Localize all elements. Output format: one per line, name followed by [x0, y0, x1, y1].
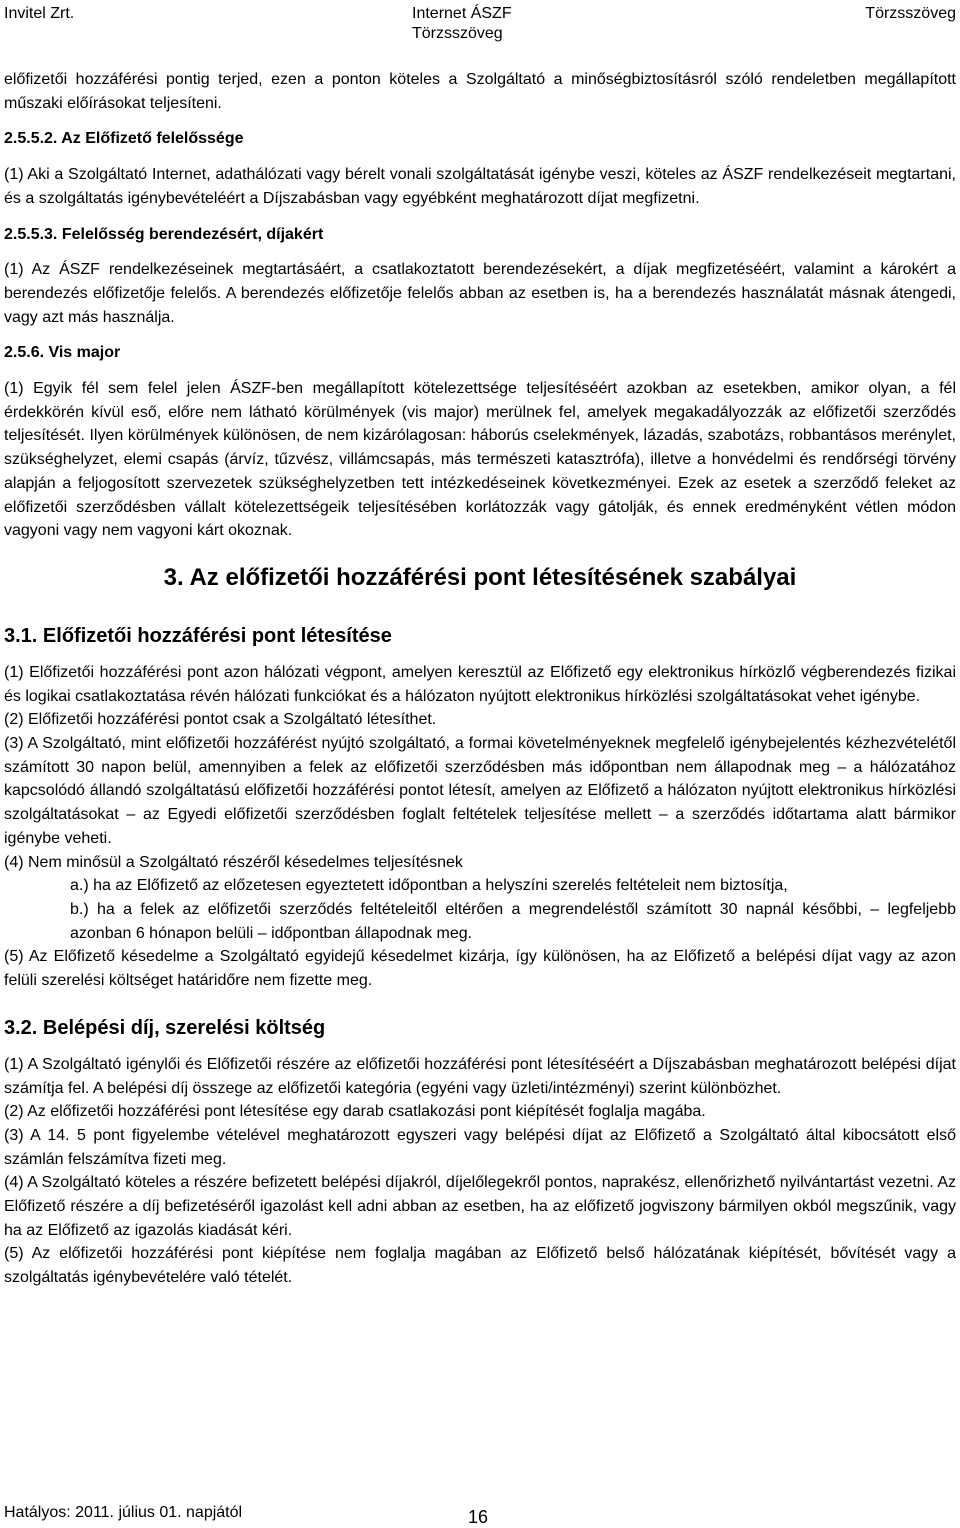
paragraph-intro: előfizetői hozzáférési pontig terjed, ezen a ponton köteles a Szolgáltató a minőségbiztosításról szóló rendeletben megállapított műszaki előírásokat teljesíteni. [4, 71, 956, 112]
document-body [4, 68, 956, 1290]
paragraph-31-4a: a.) ha az Előfizető az előzetesen egyeztetett időpontban a helyszíni szerelés feltételeit nem biztosítja, [70, 877, 788, 895]
paragraph-31-1: (1) Előfizetői hozzáférési pont azon hálózati végpont, amelyen keresztül az Előfizető egy elektronikus hírközlő végberendezés fizikai és logikai csatlakoztatása révén hálózati funkciókat és a hálózaton nyújtott elektronikus hírközlési szolgáltatásokat vehet igénybe. [4, 663, 956, 705]
paragraph-32-2: (2) Az előfizetői hozzáférési pont létesítése egy darab csatlakozási pont kiépítését foglalja magába. [4, 1103, 706, 1121]
header-company: Invitel Zrt. [4, 5, 75, 22]
heading-2553: 2.5.5.3. Felelősség berendezésért, díjakért [4, 225, 324, 243]
page-number: 16 [468, 1507, 489, 1527]
paragraph-32-5: (5) Az előfizetői hozzáférési pont kiépítése nem foglalja magában az Előfizető belső hálózatának kiépítését, bővítését vagy a szolgáltatás igénybevételére való tételét. [4, 1245, 956, 1287]
paragraph-32-1: (1) A Szolgáltató igénylői és Előfizetői részére az előfizetői hozzáférési pont létesítéséért a Díjszabásban meghatározott belépési díjat számítja fel. A belépési díj összege az előfizetői kategória (egyéni vagy üzleti/intézményi) szerint különbözhet. [4, 1055, 956, 1097]
paragraph-31-4b: b.) ha a felek az előfizetői szerződés feltételeitől eltérően a megrendeléstől számított 30 napnál későbbi, – legfeljebb azonban 6 hónapon belüli – időpontban állapodnak meg. [70, 900, 956, 942]
footer-effective-date: Hatályos: 2011. július 01. napjától [4, 1504, 243, 1521]
paragraph-31-4: (4) Nem minősül a Szolgáltató részéről késedelmes teljesítésnek [4, 853, 463, 871]
heading-32: 3.2. Belépési díj, szerelési költség [4, 1016, 326, 1039]
paragraph-31-5: (5) Az Előfizető késedelme a Szolgáltató egyidejű késedelmet kizárja, így különösen, ha az Előfizető a belépési díjat vagy az azon felüli szerelési költséget határidőre nem fizette meg. [4, 948, 956, 990]
paragraph-31-2: (2) Előfizetői hozzáférési pontot csak a Szolgáltató létesíthet. [4, 711, 437, 729]
paragraph-2552-1: (1) Aki a Szolgáltató Internet, adathálózati vagy bérelt vonali szolgáltatását igénybe veszi, köteles az ÁSZF rendelkezéseit megtartani, és a szolgáltatás igénybevételéért a Díjszabásban vagy egyébként meghatározott díjat megfizetni. [4, 166, 956, 207]
heading-31: 3.1. Előfizetői hozzáférési pont létesítése [4, 624, 392, 647]
header-document-title [412, 4, 512, 44]
paragraph-2553-1: (1) Az ÁSZF rendelkezéseinek megtartásáért, a csatlakoztatott berendezésekért, a díjak megfizetéséért, valamint a károkért a berendezés előfizetője felelős. A berendezés előfizetője felelős abban az esetben is, ha a berendezés használatát másnak átengedi, vagy azt más használja. [4, 261, 956, 326]
heading-2552: 2.5.5.2. Az Előfizető felelőssége [4, 130, 244, 148]
header-title-line1: Internet ÁSZF [412, 5, 512, 22]
paragraph-32-4: (4) A Szolgáltató köteles a részére befizetett belépési díjakról, díjelőlegekről pontos, naprakész, ellenőrizhető nyilvántartást vezetni. Az Előfizető részére a díj befizetéséről igazolást kell adni abban az esetben, ha az előfizető jogviszony bármilyen okból megszűnik, vagy ha az Előfizető az igazolás kiadását kéri. [4, 1174, 956, 1239]
heading-256: 2.5.6. Vis major [4, 344, 121, 362]
paragraph-256-1: (1) Egyik fél sem felel jelen ÁSZF-ben megállapított kötelezettsége teljesítéséért azokban az esetekben, amikor olyan, a fél érdekkörén kívül eső, előre nem látható körülmények (vis major) merülnek fel, amelyek megakadályozzák az előfizetői szerződés teljesítését. Ilyen körülmények különösen, de nem kizárólagosan: háborús cselekmények, lázadás, szabotázs, robbantásos merénylet, szükséghelyzet, elemi csapás (árvíz, tűzvész, villámcsapás, más természeti katasztrófa), illetve a honvédelmi és rendőrségi törvény alapján a feljogosított szervezetek szükséghelyzetben tett intézkedéseinek következményei. Ezek az esetek a szerződő feleket az előfizetői szerződésben vállalt kötelezettségeik teljesítésében korlátozzák vagy gátolják, és ennek eredményként vétlen módon vagyoni vagy nem vagyoni kárt okoznak. [4, 380, 956, 540]
header-version: Törzsszöveg [865, 5, 956, 22]
paragraph-32-3: (3) A 14. 5 pont figyelembe vételével meghatározott egyszeri vagy belépési díjat az Előfizető a Szolgáltató által kibocsátott első számlán felszámítva fizeti meg. [4, 1126, 956, 1168]
chapter-heading-3: 3. Az előfizetői hozzáférési pont létesítésének szabályai [163, 563, 797, 591]
header-title-line2: Törzsszöveg [412, 25, 503, 42]
paragraph-31-3: (3) A Szolgáltató, mint előfizetői hozzáférést nyújtó szolgáltató, a formai követelményeknek megfelelő igénybejelentés kézhezvételétől számított 30 napon belül, amennyiben a felek az előfizetői szerződésben más időpontban nem állapodnak meg – a hálózatához kapcsolódó állandó szolgáltatású előfizetői hozzáférési pontot létesít, amelyen az Előfizető a hálózaton nyújtott elektronikus hírközlési szolgáltatásokat – az Egyedi előfizetői szerződésben foglalt feltételek teljesítése mellett – a szerződés időtartama alatt bármikor igénybe veheti. [4, 735, 956, 847]
